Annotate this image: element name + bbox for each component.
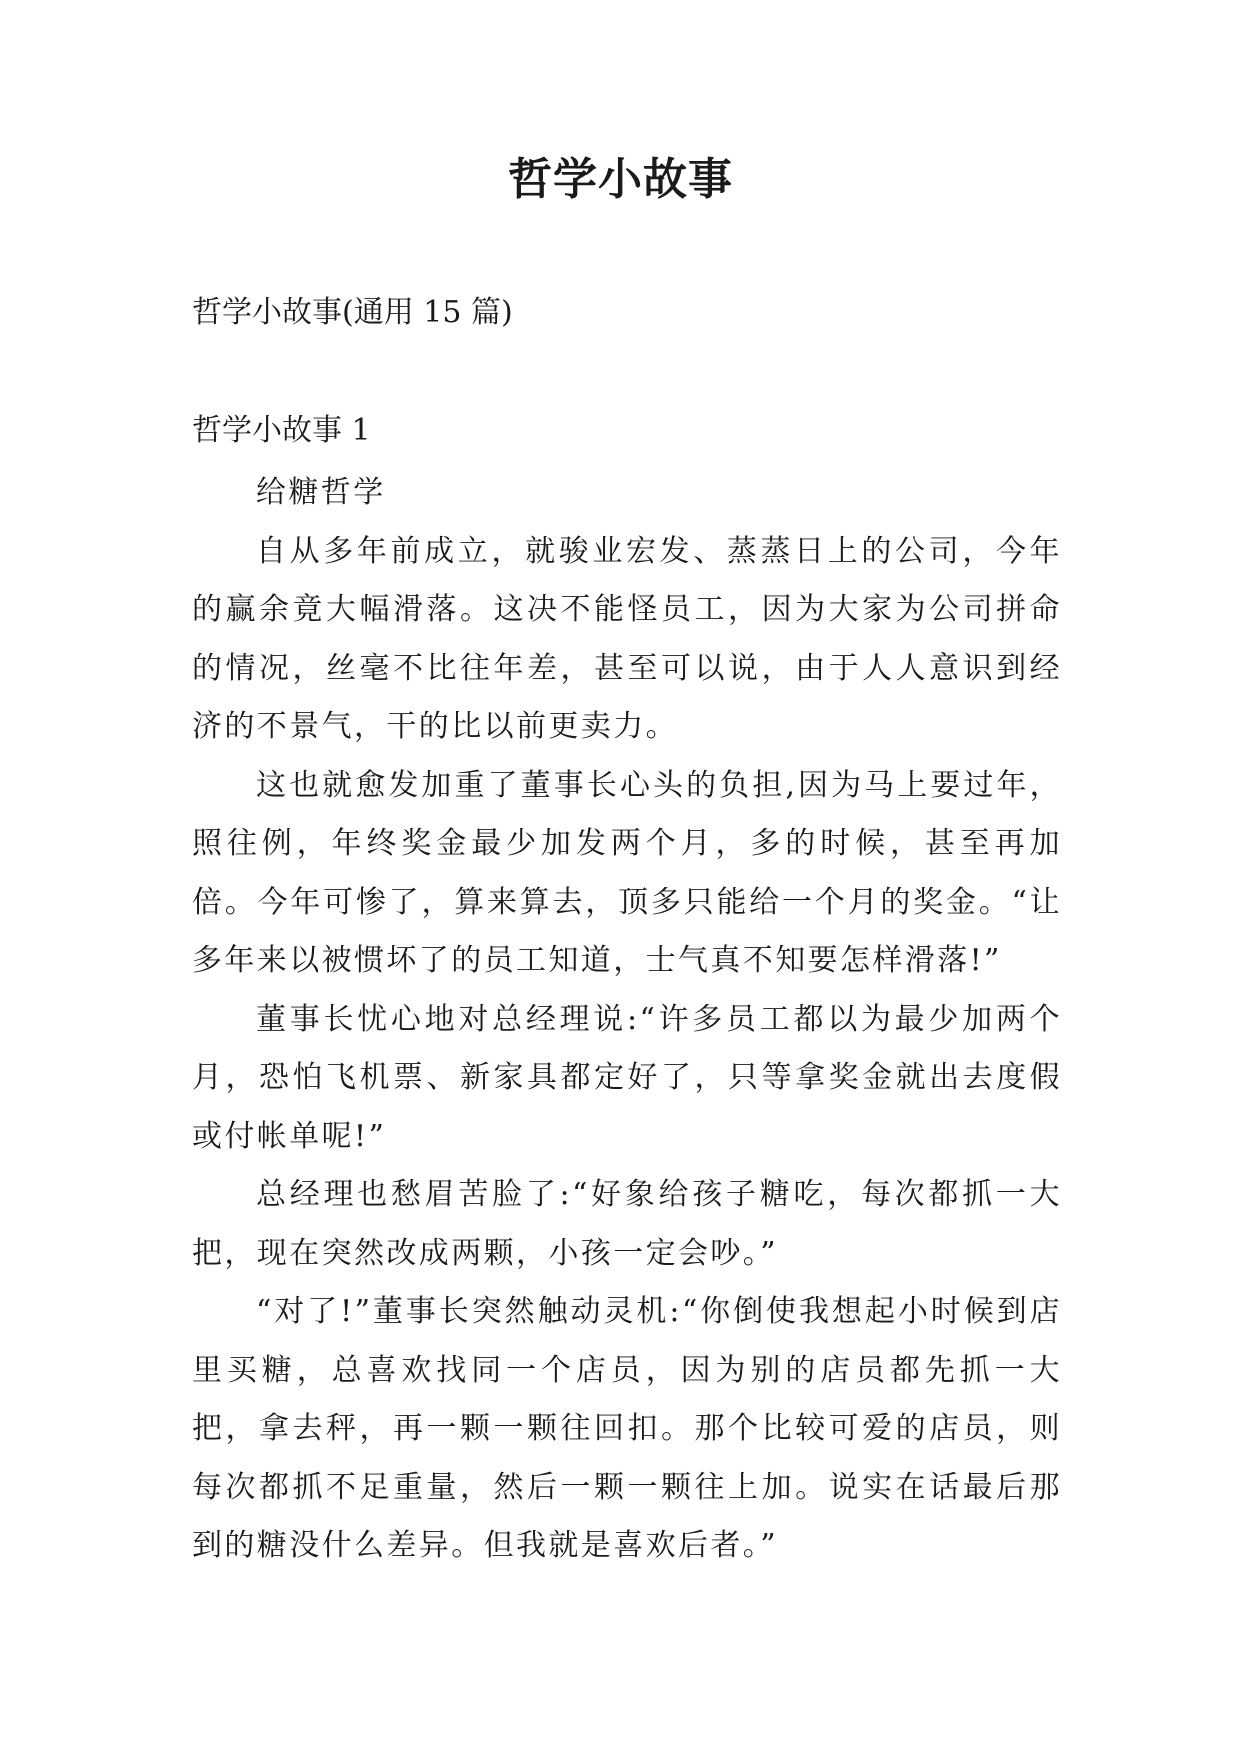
paragraph: 总经理也愁眉苦脸了:“好象给孩子糖吃，每次都抓一大把，现在突然改成两颗，小孩一定会吵。” <box>192 1177 1062 1271</box>
story-body <box>192 464 1062 1576</box>
paragraph: 董事长忧心地对总经理说:“许多员工都以为最少加两个月，恐怕飞机票、新家具都定好了，只等拿奖金就出去度假或付帐单呢!” <box>192 1001 1062 1154</box>
document-title: 哲学小故事 <box>508 154 733 205</box>
story-heading: 哲学小故事 1 <box>192 413 371 448</box>
paragraph: 这也就愈发加重了董事长心头的负担,因为马上要过年，照往例，年终奖金最少加发两个月，多的时候，甚至再加倍。今年可惨了，算来算去，顶多只能给一个月的奖金。“让多年来以被惯坏了的员工知道，士气真不知要怎样滑落!” <box>192 767 1062 978</box>
paragraph: “对了!”董事长突然触动灵机:“你倒使我想起小时候到店里买糖，总喜欢找同一个店员，因为别的店员都先抓一大把，拿去秤，再一颗一颗往回扣。那个比较可爱的店员，则每次都抓不足重量，然后一颗一颗往上加。说实在话最后那到的糖没什么差异。但我就是喜欢后者。” <box>192 1294 1062 1563</box>
paragraph: 自从多年前成立，就骏业宏发、蒸蒸日上的公司，今年的赢余竟大幅滑落。这决不能怪员工，因为大家为公司拼命的情况，丝毫不比往年差，甚至可以说，由于人人意识到经济的不景气，干的比以前更卖力。 <box>192 533 1062 744</box>
document-subtitle: 哲学小故事(通用 15 篇) <box>192 295 513 330</box>
story-title: 给糖哲学 <box>256 475 386 510</box>
